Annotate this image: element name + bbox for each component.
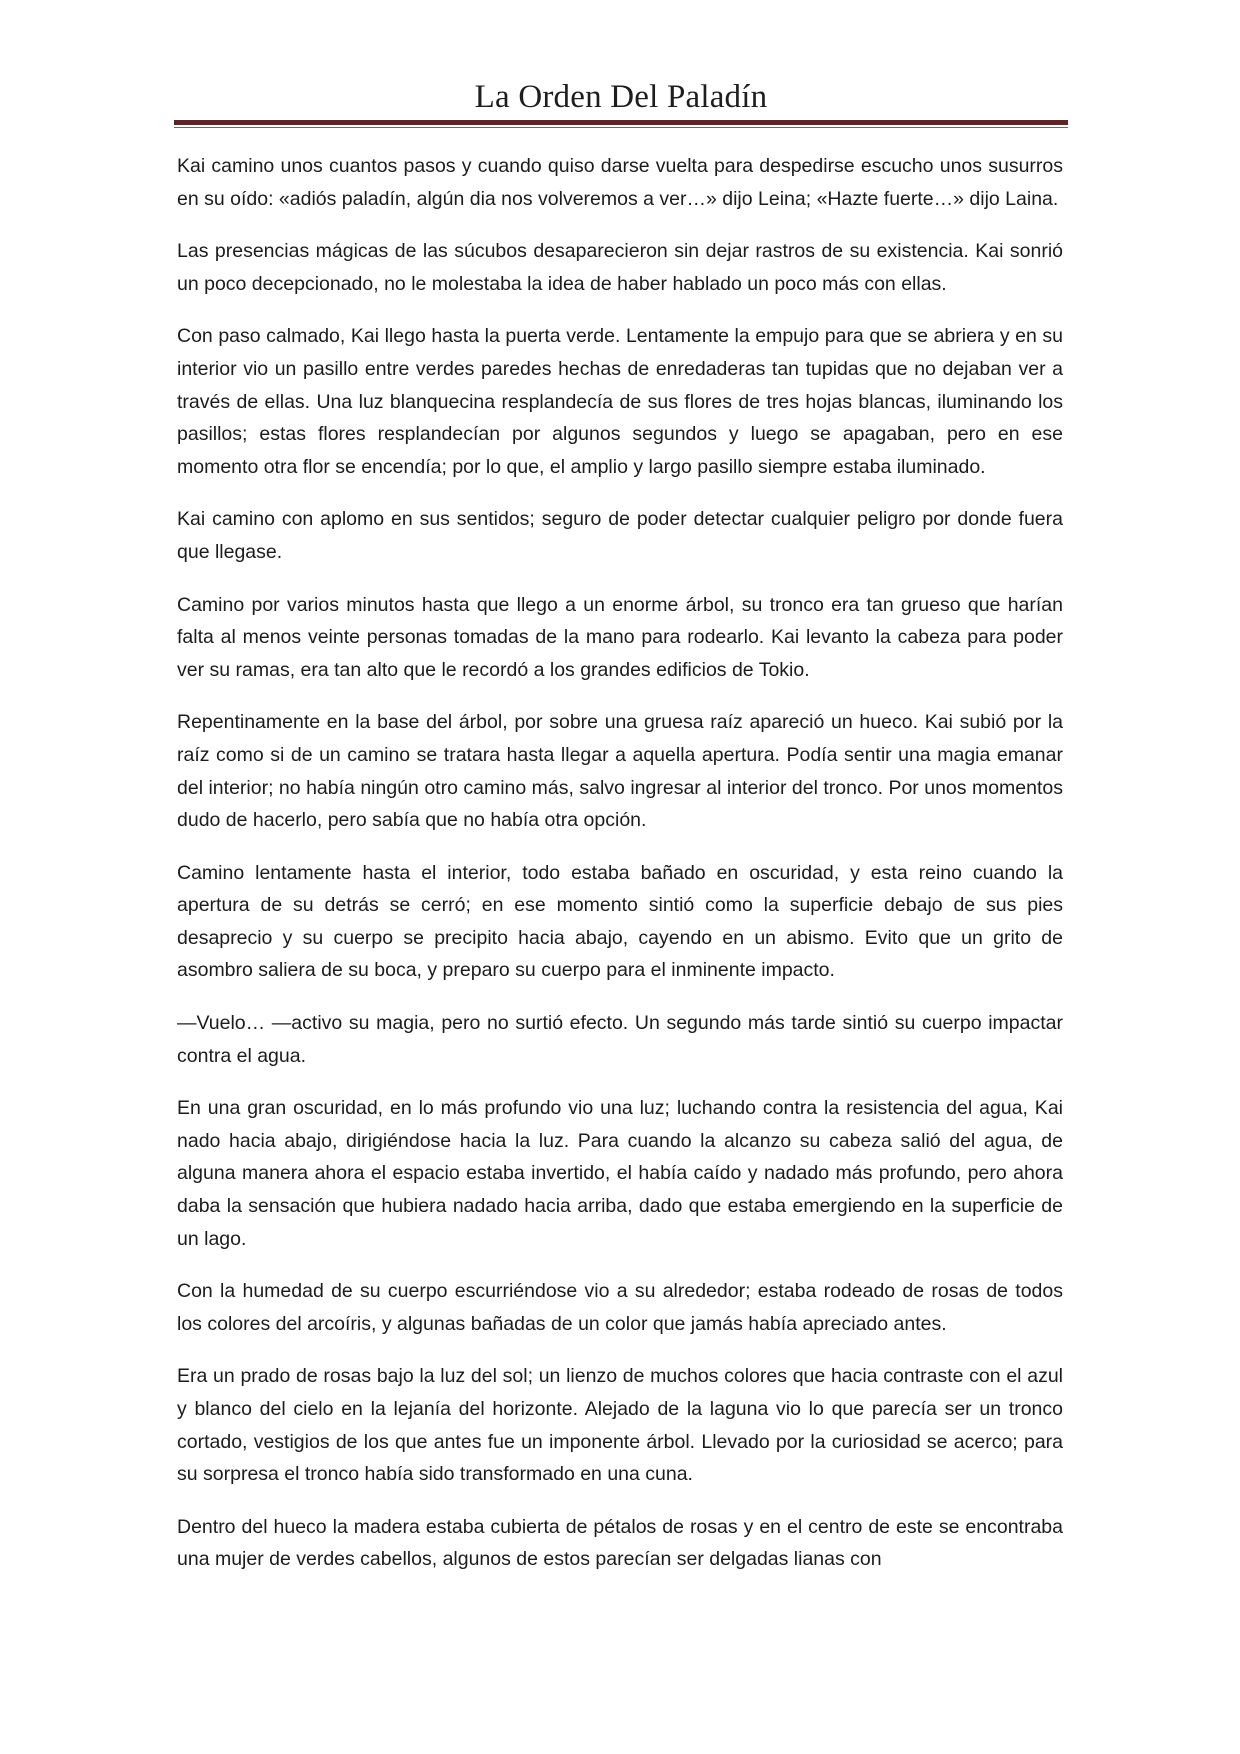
header-rule-thin (174, 127, 1068, 128)
header-rule-thick (174, 120, 1068, 125)
paragraph-8: —Vuelo… —activo su magia, pero no surtió efecto. Un segundo más tarde sintió su cuerpo impactar contra el agua. (177, 1012, 1063, 1067)
paragraph-7: Camino lentamente hasta el interior, todo estaba bañado en oscuridad, y esta reino cuando la apertura de su detrás se cerró; en ese momento sintió como la superficie debajo de sus pies desaprecio y su cuerpo se precipito hacia abajo, cayendo en un abismo. Evito que un grito de asombro saliera de su boca, y preparo su cuerpo para el inminente impacto. (177, 861, 1063, 982)
paragraph-4: Kai camino con aplomo en sus sentidos; seguro de poder detectar cualquier peligro por donde fuera que llegase. (177, 508, 1063, 563)
paragraph-11: Era un prado de rosas bajo la luz del sol; un lienzo de muchos colores que hacia contraste con el azul y blanco del cielo en la lejanía del horizonte. Alejado de la laguna vio lo que parecía ser un tronco cortado, vestigios de los que antes fue un imponente árbol. Llevado por la curiosidad se acerco; para su sorpresa el tronco había sido transformado en una cuna. (177, 1365, 1063, 1486)
paragraph-6: Repentinamente en la base del árbol, por sobre una gruesa raíz apareció un hueco. Kai subió por la raíz como si de un camino se tratara hasta llegar a aquella apertura. Podía sentir una magia emanar del interior; no había ningún otro camino más, salvo ingresar al interior del tronco. Por unos momentos dudo de hacerlo, pero sabía que no había otra opción. (177, 711, 1063, 832)
paragraph-5: Camino por varios minutos hasta que llego a un enorme árbol, su tronco era tan grueso que harían falta al menos veinte personas tomadas de la mano para rodearlo. Kai levanto la cabeza para poder ver su ramas, era tan alto que le recordó a los grandes edificios de Tokio. (177, 593, 1063, 681)
paragraph-1: Kai camino unos cuantos pasos y cuando quiso darse vuelta para despedirse escucho unos susurros en su oído: «adiós paladín, algún dia nos volveremos a ver…» dijo Leina; «Hazte fuerte…» dijo Laina. (177, 155, 1063, 210)
paragraph-12: Dentro del hueco la madera estaba cubierta de pétalos de rosas y en el centro de este se encontraba una mujer de verdes cabellos, algunos de estos parecían ser delgadas lianas con (177, 1515, 1063, 1571)
body-text (177, 150, 1063, 1596)
page-title: La Orden Del Paladín (474, 79, 768, 115)
paragraph-9: En una gran oscuridad, en lo más profundo vio una luz; luchando contra la resistencia del agua, Kai nado hacia abajo, dirigiéndose hacia la luz. Para cuando la alcanzo su cabeza salió del agua, de alguna manera ahora el espacio estaba invertido, el había caído y nadado más profundo, pero ahora daba la sensación que hubiera nadado hacia arriba, dado que estaba emergiendo en la superficie de un lago. (177, 1097, 1063, 1250)
paragraph-10: Con la humedad de su cuerpo escurriéndose vio a su alrededor; estaba rodeado de rosas de todos los colores del arcoíris, y algunas bañadas de un color que jamás había apreciado antes. (177, 1280, 1063, 1335)
paragraph-3: Con paso calmado, Kai llego hasta la puerta verde. Lentamente la empujo para que se abriera y en su interior vio un pasillo entre verdes paredes hechas de enredaderas tan tupidas que no dejaban ver a través de ellas. Una luz blanquecina resplandecía de sus flores de tres hojas blancas, iluminando los pasillos; estas flores resplandecían por algunos segundos y luego se apagaban, pero en ese momento otra flor se encendía; por lo que, el amplio y largo pasillo siempre estaba iluminado. (177, 325, 1063, 478)
paragraph-2: Las presencias mágicas de las súcubos desaparecieron sin dejar rastros de su existencia. Kai sonrió un poco decepcionado, no le molestaba la idea de haber hablado un poco más con ellas. (177, 240, 1063, 295)
page-header (174, 70, 1068, 126)
